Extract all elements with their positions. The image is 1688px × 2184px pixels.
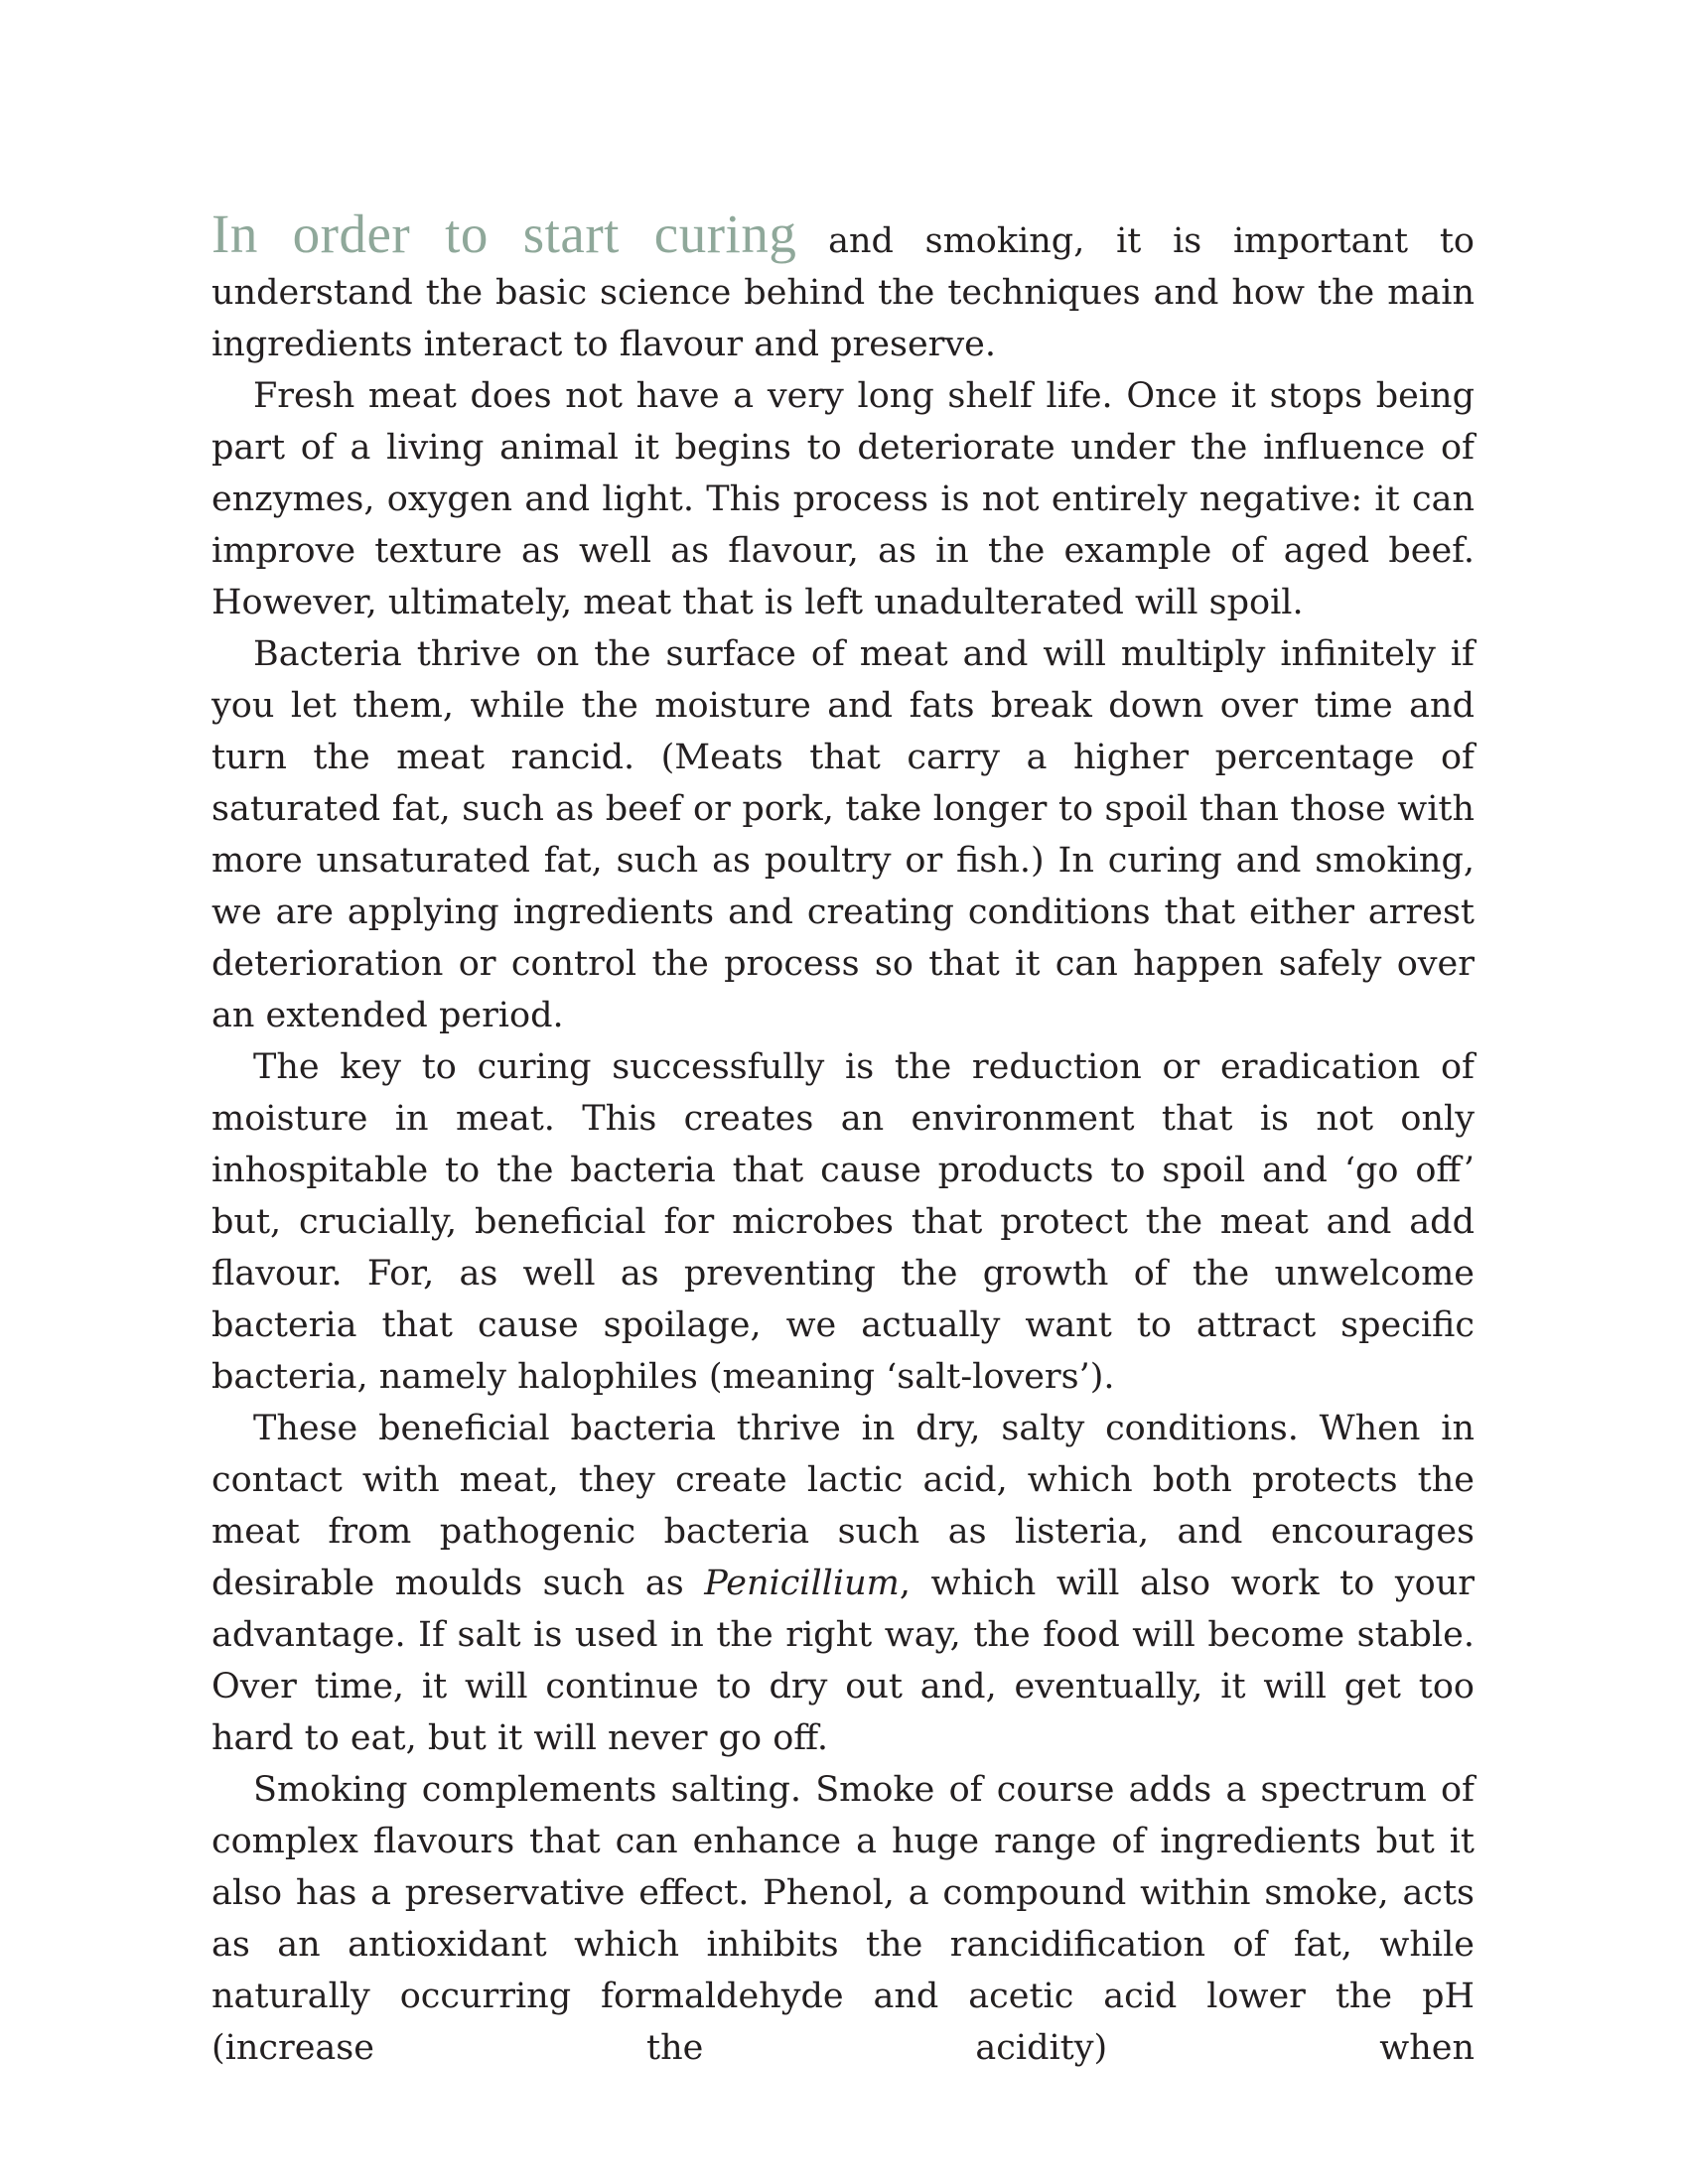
penicillium-italic: Penicillium	[704, 1564, 900, 1603]
paragraph-beneficial-bacteria	[211, 1403, 1475, 1764]
paragraph-moisture: The key to curing successfully is the reduction or eradication of moisture in meat. This creates an environment that is not only inhospitable to the bacteria that cause products to spoil and ‘go off’ but, crucially, beneficial for microbes that protect the meat and add flavour. For, as well as preventing the growth of the unwelcome bacteria that cause spoilage, we actually want to attract specific bacteria, namely halophiles (meaning ‘salt-lovers’).	[211, 1047, 1475, 1397]
body-text	[211, 204, 1475, 2074]
paragraph-beneficial-b: , which will also work to your advantage. If salt is used in the right way, the food will become stable. Over time, it will continue to dry out and, eventually, it will get too hard to eat, but it will never go off.	[211, 1564, 1475, 1758]
paragraph-smoking: Smoking complements salting. Smoke of course adds a spectrum of complex flavours that can enhance a huge range of ingredients but it also has a preservative effect. Phenol, a compound within smoke, acts as an antioxidant which inhibits the rancidification of fat, while naturally occurring formaldehyde and acetic acid lower the pH (increase the acidity) when	[211, 1770, 1475, 2068]
paragraph-beneficial-a: These beneficial bacteria thrive in dry, salty conditions. When in contact with meat, they create lactic acid, which both protects the meat from pathogenic bacteria such as listeria, and encourages desirable moulds such as	[211, 1409, 1475, 1603]
lead-in-text: In order to start curing	[211, 204, 797, 264]
paragraph-intro-rest: and smoking, it is important to understand the basic science behind the techniques and how the main ingredients interact to flavour and preserve.	[211, 221, 1475, 364]
paragraph-intro	[211, 204, 1475, 370]
paragraph-shelf-life: Fresh meat does not have a very long shelf life. Once it stops being part of a living animal it begins to deteriorate under the influence of enzymes, oxygen and light. This process is not entirely negative: it can improve texture as well as flavour, as in the example of aged beef. However, ultimately, meat that is left unadulterated will spoil.	[211, 376, 1475, 622]
paragraph-bacteria: Bacteria thrive on the surface of meat and will multiply infinitely if you let them, while the moisture and fats break down over time and turn the meat rancid. (Meats that carry a higher percentage of saturated fat, such as beef or pork, take longer to spoil than those with more unsaturated fat, such as poultry or fish.) In curing and smoking, we are applying ingredients and creating conditions that either arrest deterioration or control the process so that it can happen safely over an extended period.	[211, 634, 1475, 1035]
